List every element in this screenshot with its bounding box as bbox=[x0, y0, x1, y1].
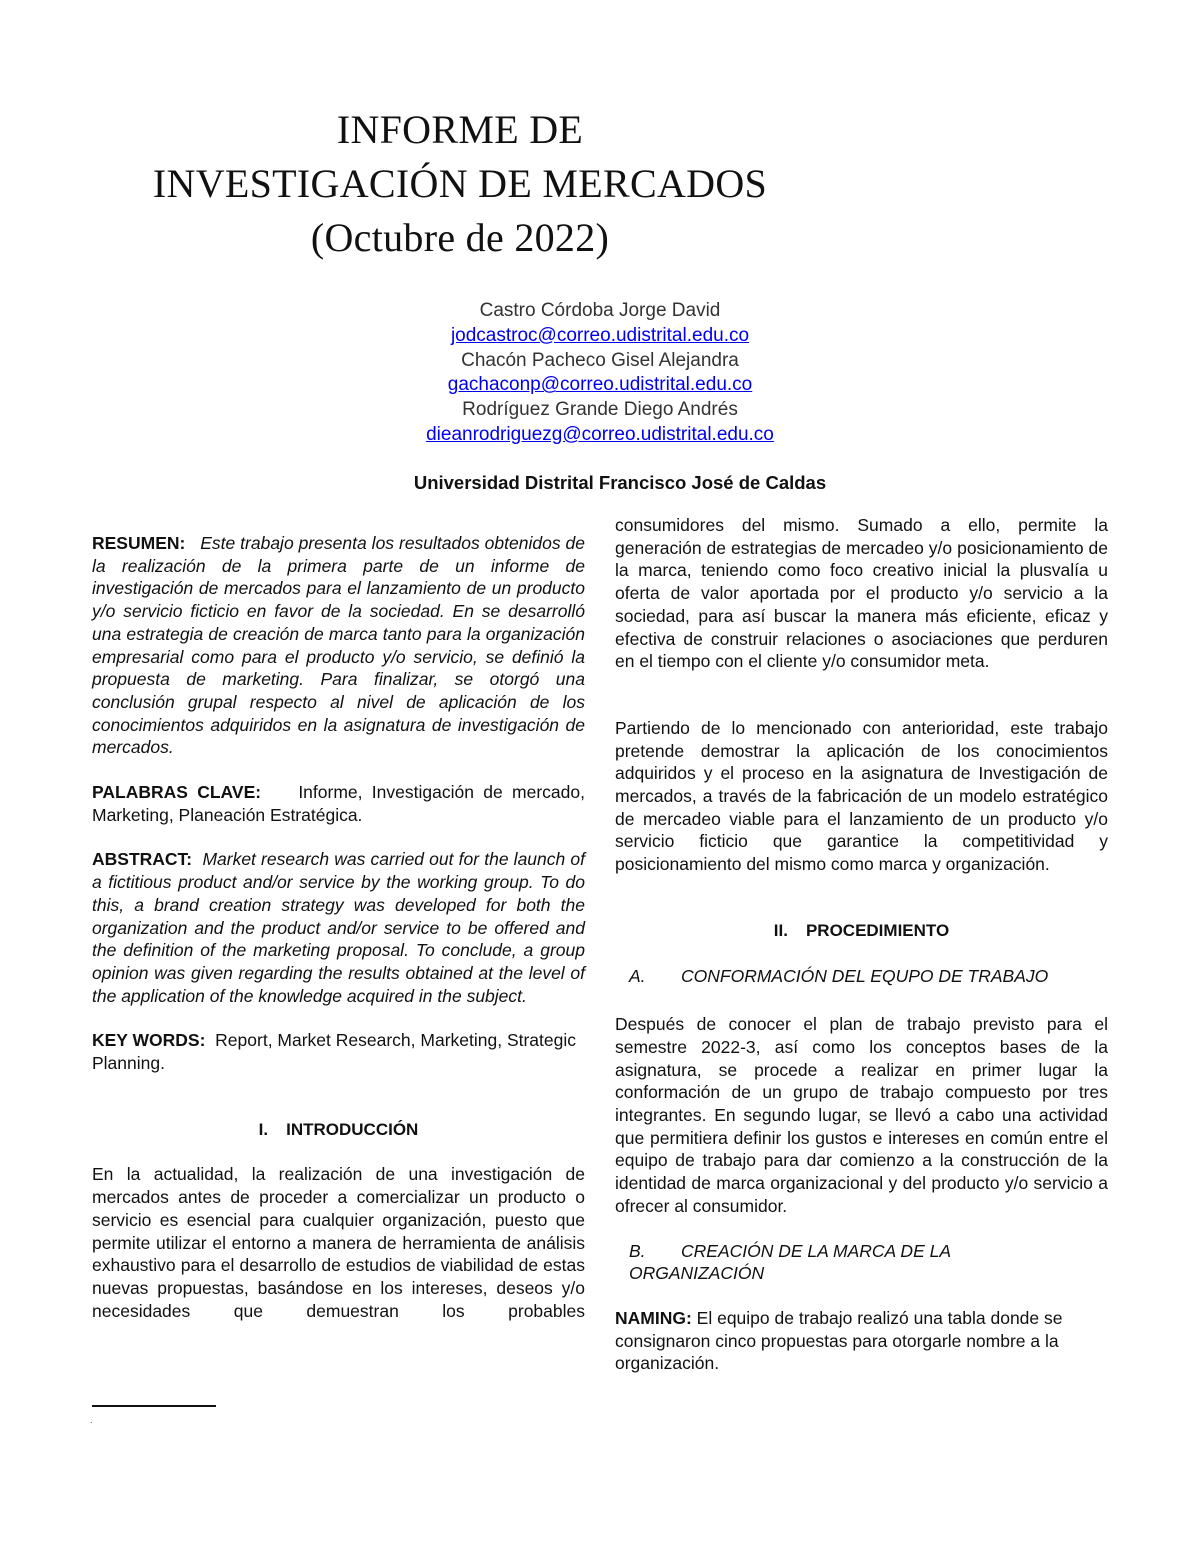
document-title bbox=[30, 103, 890, 265]
author-list bbox=[380, 299, 820, 448]
subsection-title: CONFORMACIÓN DEL EQUPO DE TRABAJO bbox=[681, 965, 1049, 986]
section-number: I. bbox=[258, 1119, 269, 1139]
resumen-text: Este trabajo presenta los resultados obtenidos de la realización de la primera parte de un informe de investigación de mercados para el lanzamiento de un producto y/o servicio ficticio en favor de la sociedad. En se desarrolló una estrategia de creación de marca tanto para la organización empresarial como para el producto y/o servicio, se definió la propuesta de marketing. Para finalizar, se otorgó una conclusión grupal respecto al nivel de aplicación de los conocimientos adquiridos en la asignatura de investigación de mercados. bbox=[92, 533, 585, 758]
subsection-letter: A. bbox=[629, 965, 646, 986]
palabras-clave-label: PALABRAS CLAVE: bbox=[92, 782, 262, 803]
section-number: II. bbox=[773, 920, 788, 940]
author-name: Castro Córdoba Jorge David bbox=[479, 300, 721, 321]
abstract-paragraph bbox=[92, 848, 585, 1007]
naming-paragraph bbox=[615, 1307, 1108, 1375]
subsection-heading-a bbox=[615, 965, 1108, 988]
abstract-text: Market research was carried out for the launch of a fictitious product and/or service by the working group. To do this, a brand creation strategy was developed for both the organization and the product and/or service to be offered and the definition of the marketing proposal. To conclude, a group opinion was given regarding the results obtained at the level of the application of the knowledge acquired in the subject. bbox=[92, 849, 585, 1006]
section-heading-introduccion bbox=[92, 1119, 585, 1142]
subsection-title: CREACIÓN DE LA MARCA DE LA ORGANIZACIÓN bbox=[629, 1240, 951, 1284]
author-name: Chacón Pacheco Gisel Alejandra bbox=[461, 349, 739, 371]
intro-continuation-paragraph: consumidores del mismo. Sumado a ello, permite la generación de estrategias de mercadeo y/o posicionamiento de la marca, teniendo como foco creativo inicial la plusvalía u oferta de valor aportada por el producto y/o servicio a la sociedad, para así buscar la manera más eficiente, eficaz y efectiva de construir relaciones o asociaciones que perduren en el tiempo con el cliente y/o consumidor meta. bbox=[615, 515, 1108, 672]
title-line-1: INFORME DE bbox=[336, 107, 584, 152]
key-words-text: Report, Market Research, Marketing, Strategic Planning. bbox=[92, 1030, 577, 1074]
palabras-clave-paragraph bbox=[92, 781, 585, 826]
introduccion-paragraph: En la actualidad, la realización de una investigación de mercados antes de proceder a comercializar un producto o servicio es esencial para cualquier organización, puesto que permite utilizar el entorno a manera de herramienta de análisis exhaustivo para el desarrollo de estudios de viabilidad de estas nuevas propuestas, basándose en los intereses, deseos y/o necesidades que demuestran los probables bbox=[92, 1164, 585, 1321]
footnote-marker: . bbox=[90, 1415, 93, 1425]
author-email-link[interactable]: jodcastroc@correo.udistrital.edu.co bbox=[450, 324, 750, 346]
right-column bbox=[615, 514, 1108, 1375]
author-email-link[interactable]: gachaconp@correo.udistrital.edu.co bbox=[447, 374, 753, 396]
conformacion-paragraph: Después de conocer el plan de trabajo previsto para el semestre 2022-3, así como los conceptos bases de la asignatura, se procede a realizar en primer lugar la conformación de un grupo de trabajo compuesto por tres integrantes. En segundo lugar, se llevó a cabo una actividad que permitiera definir los gustos e intereses en común entre el equipo de trabajo para dar comienzo a la construcción de la identidad de marca organizacional y del producto y/o servicio a ofrecer al consumidor. bbox=[615, 1014, 1108, 1216]
section-title: PROCEDIMIENTO bbox=[805, 920, 950, 940]
naming-label: NAMING: bbox=[615, 1307, 692, 1328]
abstract-label: ABSTRACT: bbox=[92, 849, 193, 870]
resumen-label: RESUMEN: bbox=[92, 533, 186, 553]
section-heading-procedimiento bbox=[615, 920, 1108, 943]
key-words-label: KEY WORDS: bbox=[92, 1030, 206, 1051]
naming-text: El equipo de trabajo realizó una tabla donde se consignaron cinco propuestas para otorgarle nombre a la organización. bbox=[615, 1307, 1063, 1374]
author-email-link[interactable]: dieanrodriguezg@correo.udistrital.edu.co bbox=[426, 423, 774, 445]
resumen-paragraph bbox=[92, 532, 585, 759]
author-name: Rodríguez Grande Diego Andrés bbox=[462, 399, 738, 421]
key-words-paragraph bbox=[92, 1029, 585, 1074]
left-column bbox=[92, 532, 585, 1322]
section-title: INTRODUCCIÓN bbox=[286, 1119, 419, 1139]
subsection-heading-b bbox=[615, 1240, 1108, 1285]
subsection-letter: B. bbox=[629, 1240, 646, 1261]
title-line-3: (Octubre de 2022) bbox=[310, 215, 610, 260]
university-name: Universidad Distrital Francisco José de Caldas bbox=[413, 472, 827, 493]
title-line-2: INVESTIGACIÓN DE MERCADOS bbox=[152, 161, 768, 206]
footnote-divider bbox=[92, 1405, 216, 1407]
intro-purpose-paragraph: Partiendo de lo mencionado con anterioridad, este trabajo pretende demostrar la aplicación de los conocimientos adquiridos y el proceso en la asignatura de Investigación de mercados, a través de la fabricación de un modelo estratégico de mercadeo viable para el lanzamiento de un producto y/o servicio ficticio que garantice la competitividad y posicionamiento del mismo como marca y organización. bbox=[615, 717, 1108, 875]
palabras-clave-text: Informe, Investigación de mercado, Marketing, Planeación Estratégica. bbox=[92, 782, 585, 825]
